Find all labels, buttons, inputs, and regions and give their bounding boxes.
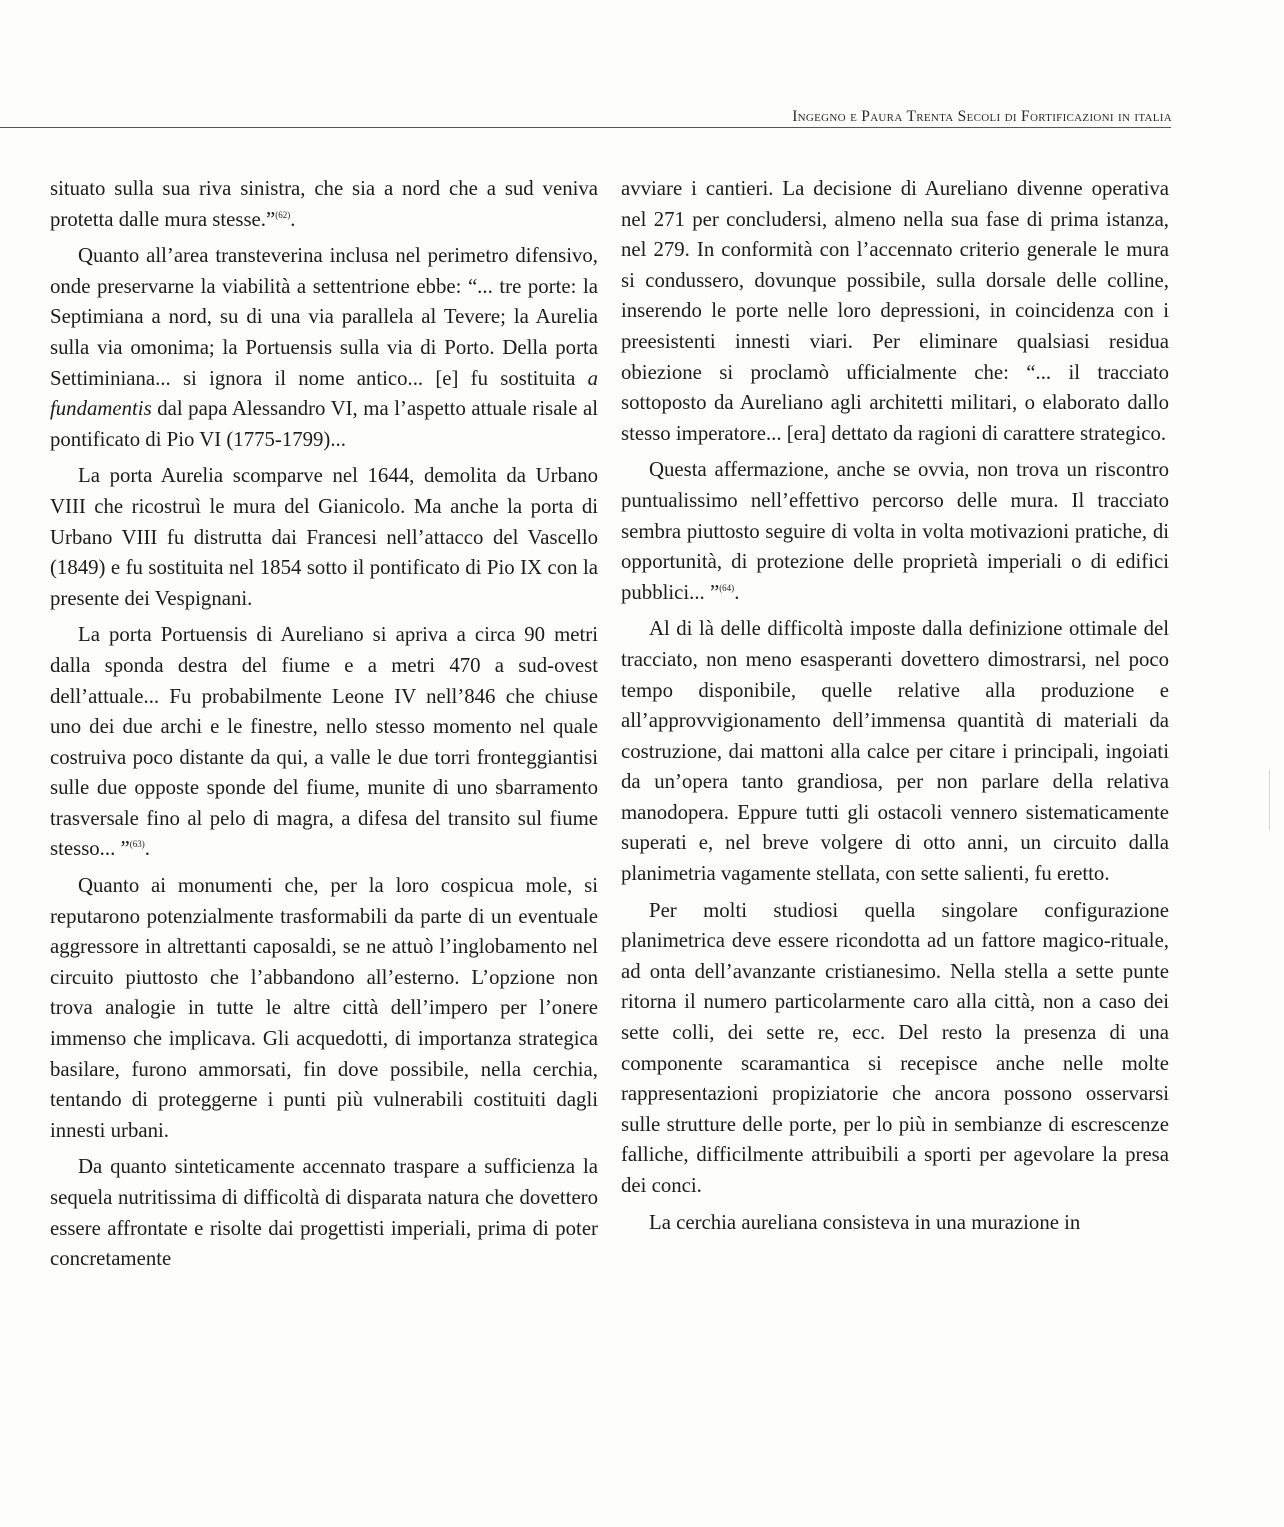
paragraph-right-2: Questa affermazione, anche se ovvia, non trova un riscontro puntualissimo nell’effettivo percorso delle mura. Il tracciato sembra piuttosto seguire di volta in volta motivazioni pratiche, di opportunità, di protezione delle proprietà imperiali o di edifici pubblici... ”$^{(64)}$. [621,458,1169,604]
right-column [621,174,1169,1244]
footnote-ref-64[interactable]: (64) [719,582,735,593]
footnote-ref-62[interactable]: (62) [275,209,291,220]
paragraph-left-4: La porta Portuensis di Aureliano si apriva a circa 90 metri dalla sponda destra del fiume e a metri 470 a sud-ovest dell’attuale... Fu probabilmente Leone IV nell’846 che chiuse uno dei due archi e le finestre, nello stesso momento nel quale costruiva poco distante da qui, a valle le due torri fronteggiantisi sulle due opposte sponde del fiume, munite di uno sbarramento trasversale fino al pelo di magra, a difesa del transito sul fiume stesso... ”$^{(63)}$. [50,623,598,861]
paragraph-left-3: La porta Aurelia scomparve nel 1644, demolita da Urbano VIII che ricostruì le mura del Gianicolo. Ma anche la porta di Urbano VIII fu distrutta dai Francesi nell’attacco del Vascello (1849) e fu sostituita nel 1854 sotto il pontificato di Pio IX con la presente dei Vespignani. [50,464,598,610]
paragraph-left-6: Da quanto sinteticamente accennato traspare a sufficienza la sequela nutritissima di difficoltà di disparata natura che dovettero essere affrontate e risolte dai progettisti imperiali, prima di poter concretamente [50,1155,598,1271]
page-edge-mark [1269,770,1270,830]
paragraph-right-3: Al di là delle difficoltà imposte dalla definizione ottimale del tracciato, non meno esasperanti dovettero dimostrarsi, nel poco tempo disponibile, quelle relative alla produzione e all’approvvigionamento dell’immensa quantità di materiali da costruzione, dai mattoni alla calce per citare i principali, ingoiati da un’opera tanto grandiosa, per non parlare della relativa manodopera. Eppure tutti gli ostacoli vennero sistematicamente superati e, nel breve volgere di otto anni, un circuito dalla planimetria vagamente stellata, con sette salienti, fu eretto. [621,617,1169,886]
paragraph-left-1: situato sulla sua riva sinistra, che sia a nord che a sud veniva protetta dalle mura stesse.”$^{(62)}$. [50,177,598,231]
footnote-ref-63[interactable]: (63) [129,839,145,850]
paragraph-left-2: Quanto all’area transteverina inclusa nel perimetro difensivo, onde preservarne la viabilità a settentrione ebbe: “... tre porte: la Septimiana a nord, su di una via parallela al Tevere; la Aurelia sulla via omonima; la Portuensis sulla via di Porto. Della porta Settiminiana... si ignora il nome antico... [e] fu sostituita a fundamentis dal papa Alessandro VI, ma l’aspetto attuale risale al pontificato di Pio VI (1775-1799)... [50,244,598,451]
paragraph-right-1: avviare i cantieri. La decisione di Aureliano divenne operativa nel 271 per concludersi, almeno nella sua fase di prima istanza, nel 279. In conformità con l’accennato criterio generale le mura si condussero, dovunque possibile, sulla dorsale delle colline, inserendo le porte nelle loro depressioni, in coincidenza con i preesistenti innesti viari. Per eliminare qualsiasi residua obiezione si proclamò ufficialmente che: “... il tracciato sottoposto da Aureliano agli architetti militari, o elaborato dallo stesso imperatore... [era] dettato da ragioni di carattere strategico. [621,177,1169,445]
paragraph-right-5: La cerchia aureliana consisteva in una murazione in [649,1210,1081,1234]
paragraph-left-5: Quanto ai monumenti che, per la loro cospicua mole, si reputarono potenzialmente trasformabili da parte di un eventuale aggressore in altrettanti caposaldi, se ne attuò l’inglobamento nel circuito piuttosto che l’abbandono all’esterno. L’opzione non trova analogie in tutte le altre città dell’impero per l’onere immenso che implicava. Gli acquedotti, di importanza strategica basilare, furono ammorsati, fin dove possibile, nella cerchia, tentando di proteggerne i punti più vulnerabili costituiti dagli innesti urbani. [50,874,598,1142]
left-column [50,174,598,1281]
running-header: Ingegno e Paura Trenta Secoli di Fortificazioni in italia [792,108,1172,125]
header-rule [0,127,1171,128]
paragraph-right-4: Per molti studiosi quella singolare configurazione planimetrica deve essere ricondotta ad un fattore magico-rituale, ad onta dell’avanzante cristianesimo. Nella stella a sette punte ritorna il numero particolarmente caro alla città, non a caso dei sette colli, dei sette re, ecc. Del resto la presenza di una componente scaramantica si recepisce anche nelle molte rappresentazioni propiziatorie che ancora possono osservarsi sulle strutture delle porte, per lo più in sembianze di escrescenze falliche, difficilmente attribuibili a sporti per agevolare la presa dei conci. [621,898,1169,1197]
